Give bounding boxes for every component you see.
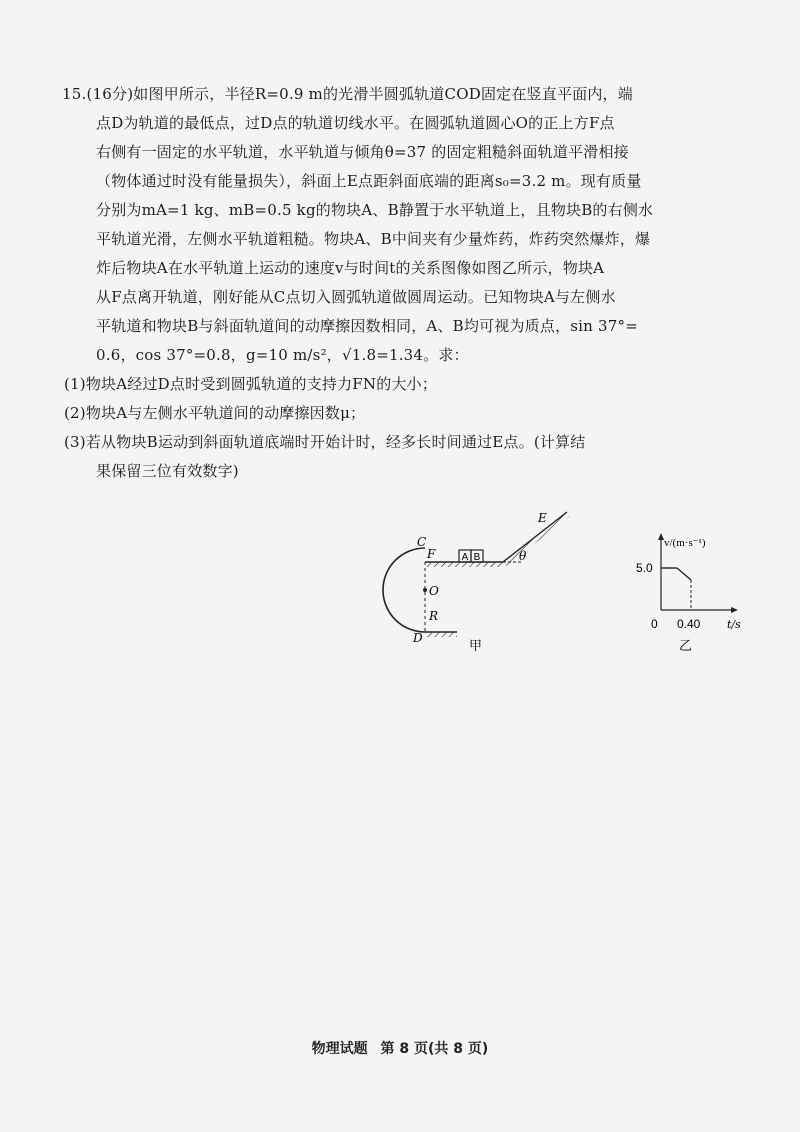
problem-line: 点D为轨道的最低点，过D点的轨道切线水平。在圆弧轨道圆心O的正上方F点 <box>96 114 615 132</box>
center-point-O <box>423 588 427 592</box>
vt-graph-line <box>677 568 691 580</box>
figure-yi-caption: 乙 <box>679 639 693 654</box>
problem-line: 平轨道和物块B与斜面轨道间的动摩擦因数相同，A、B均可视为质点，sin 37°= <box>96 317 638 335</box>
problem-15 <box>62 80 742 486</box>
page-footer <box>0 1038 800 1058</box>
x-axis-arrow <box>731 607 738 613</box>
origin-label: 0 <box>651 617 658 631</box>
x-tick-label: 0.40 <box>677 617 701 631</box>
problem-line: 0.6，cos 37°=0.8，g=10 m/s²，√1.8=1.34。求： <box>96 346 469 364</box>
label-C: C <box>417 535 427 549</box>
problem-line: 右侧有一固定的水平轨道，水平轨道与倾角θ=37 的固定粗糙斜面轨道平滑相接 <box>96 143 629 161</box>
y-axis-label: v/(m·s⁻¹) <box>664 537 706 549</box>
problem-line: 15.(16分)如图甲所示，半径R=0.9 m的光滑半圆弧轨道COD固定在竖直平面内，端 <box>62 85 633 103</box>
problem-line: 平轨道光滑，左侧水平轨道粗糙。物块A、B中间夹有少量炸药，炸药突然爆炸，爆 <box>96 230 651 248</box>
figures <box>345 500 765 670</box>
figure-jia <box>383 511 570 654</box>
question-1: (1)物块A经过D点时受到圆弧轨道的支持力FN的大小； <box>64 375 438 393</box>
question-3-continued: 果保留三位有效数字) <box>96 462 239 480</box>
semicircle-track <box>383 548 425 632</box>
footer-subject: 物理试题 <box>311 1041 368 1057</box>
bottom-track-hatch <box>425 632 457 637</box>
label-R: R <box>429 609 439 623</box>
problem-line: 从F点离开轨道，刚好能从C点切入圆弧轨道做圆周运动。已知物块A与左侧水 <box>96 288 616 306</box>
label-O: O <box>429 584 439 598</box>
figure-jia-caption: 甲 <box>469 639 483 654</box>
problem-line: 炸后物块A在水平轨道上运动的速度v与时间t的关系图像如图乙所示，物块A <box>96 259 605 277</box>
block-A-label: A <box>461 552 469 563</box>
label-theta: θ <box>519 549 527 563</box>
question-3: (3)若从物块B运动到斜面轨道底端时开始计时，经多长时间通过E点。(计算结 <box>64 433 586 451</box>
block-B-label: B <box>473 552 481 563</box>
label-F: F <box>427 547 436 561</box>
question-2: (2)物块A与左侧水平轨道间的动摩擦因数μ； <box>64 404 366 422</box>
footer-page-number: 第 8 页(共 8 页) <box>380 1041 489 1057</box>
figure-yi <box>636 533 741 654</box>
x-axis-label: t/s <box>727 618 741 631</box>
y-tick-label: 5.0 <box>636 561 653 575</box>
label-E: E <box>538 511 547 525</box>
label-D: D <box>413 631 423 645</box>
problem-line: 分别为mA=1 kg、mB=0.5 kg的物块A、B静置于水平轨道上，且物块B的右侧水 <box>96 201 654 219</box>
incline-hatch <box>503 512 570 566</box>
problem-line: （物体通过时没有能量损失），斜面上E点距斜面底端的距离s₀=3.2 m。现有质量 <box>96 172 642 190</box>
